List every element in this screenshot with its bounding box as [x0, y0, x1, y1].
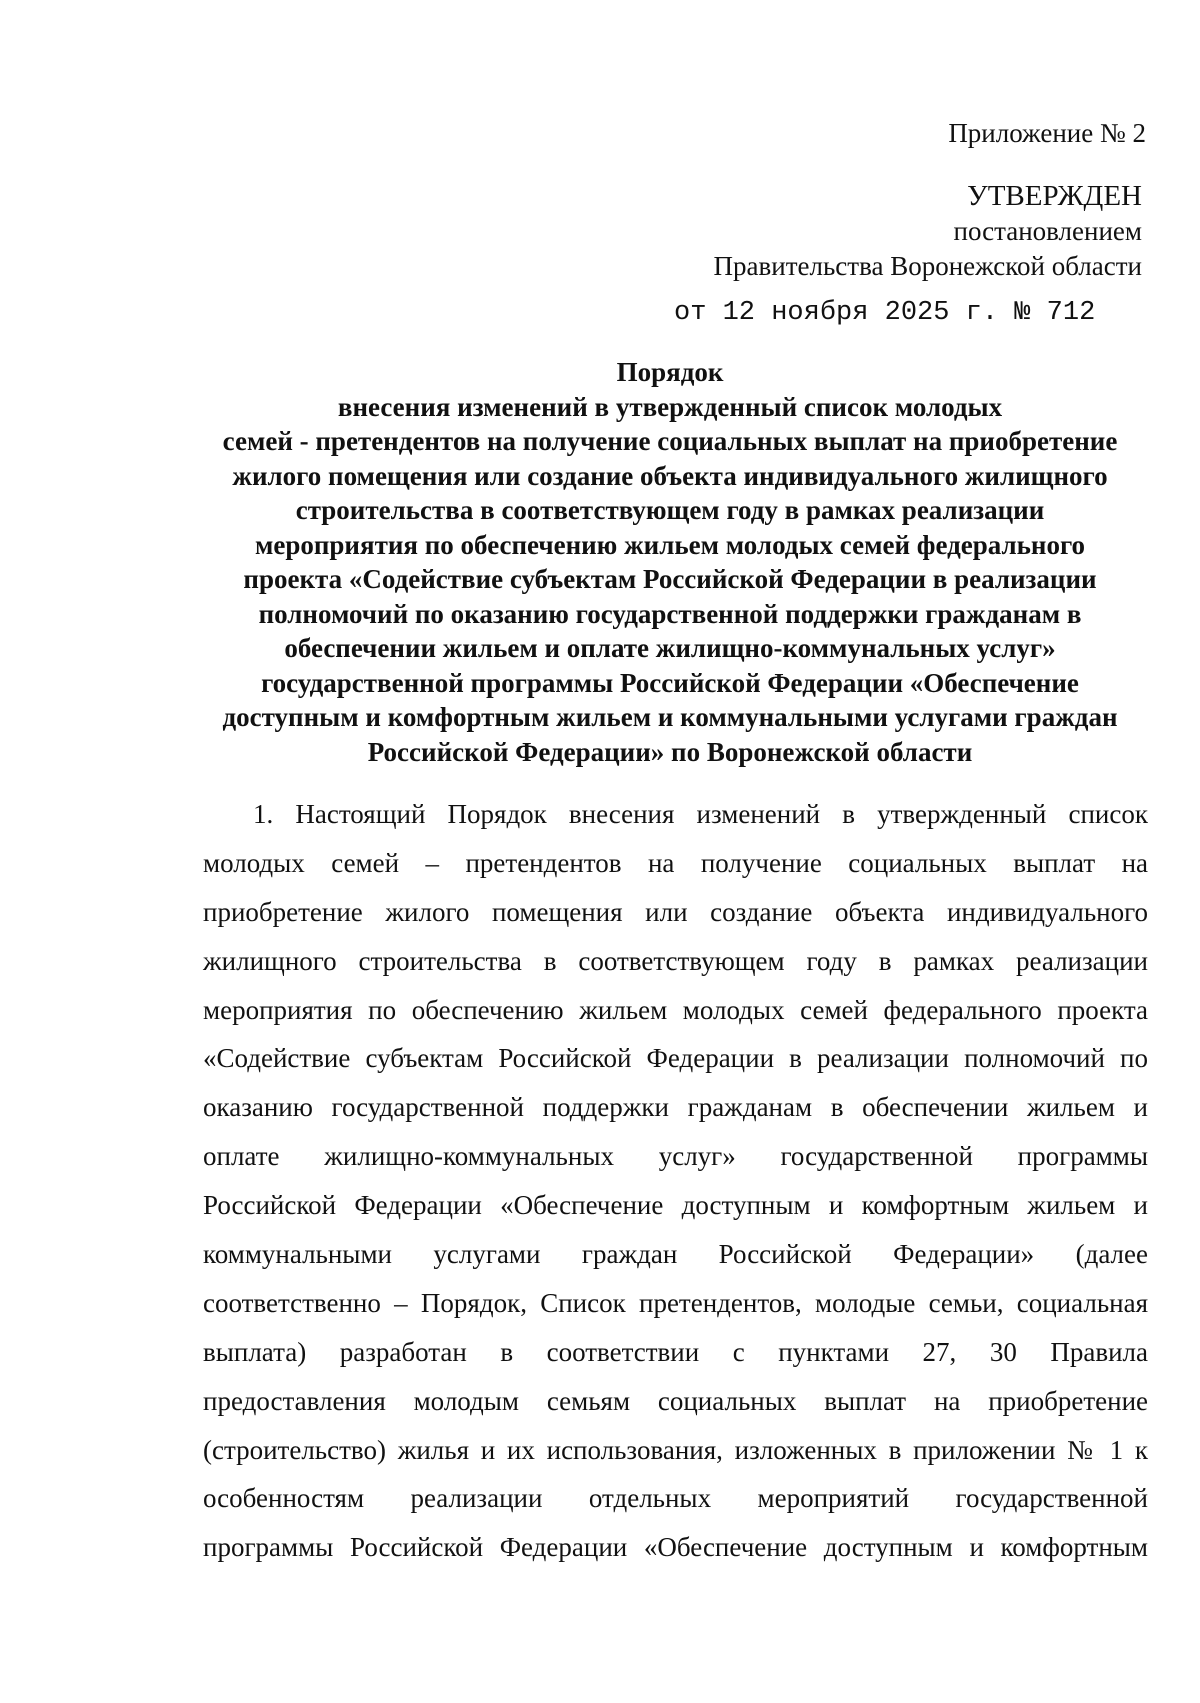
body-line-text: особенностям реализации отдельных мероприятий государственной [203, 1483, 1148, 1514]
body-line-text: молодых семей – претендентов на получение социальных выплат на [203, 847, 1148, 878]
title-line: государственной программы Российской Федерации «Обеспечение [261, 667, 1079, 698]
body-line [203, 1523, 1148, 1572]
body-line-text: соответственно – Порядок, Список претендентов, молодые семьи, социальная [203, 1287, 1148, 1318]
title-line: внесения изменений в утвержденный список молодых [337, 391, 1003, 422]
body-line-text: мероприятия по обеспечению жильем молодых семей федерального проекта [203, 994, 1148, 1025]
title-line: проекта «Содействие субъектам Российской Федерации в реализации [243, 564, 1097, 594]
body-line-text: коммунальными услугами граждан Российской Федерации» (далее [203, 1239, 1148, 1270]
body-line-text: оказанию государственной поддержки гражданам в обеспечении жильем и [203, 1092, 1148, 1123]
body-line [203, 1377, 1148, 1426]
title-line: семей - претендентов на получение социальных выплат на приобретение [222, 426, 1118, 456]
body-line [203, 1181, 1148, 1230]
annex-number: Приложение № 2 [948, 118, 1146, 148]
title-line: Российской Федерации» по Воронежской области [367, 736, 973, 767]
body-line-text: Российской Федерации «Обеспечение доступным и комфортным жильем и [203, 1190, 1148, 1221]
body-line [203, 839, 1148, 888]
approving-authority: Правительства Воронежской области [713, 251, 1142, 281]
body-line [203, 1279, 1148, 1328]
body-line [203, 1132, 1148, 1181]
title-line: доступным и комфортным жильем и коммунальными услугами граждан [222, 702, 1118, 732]
body-line [203, 937, 1148, 986]
approved-by: постановлением [953, 216, 1142, 246]
body-line [203, 986, 1148, 1035]
body-line [203, 1328, 1148, 1377]
body-line-text: приобретение жилого помещения или создание объекта индивидуального [203, 896, 1148, 927]
body-line [203, 1474, 1148, 1523]
decree-date-number: от 12 ноября 2025 г. № 712 [674, 298, 1096, 328]
document-title [180, 355, 1160, 769]
body-line-text: «Содействие субъектам Российской Федерации в реализации полномочий по [203, 1043, 1148, 1074]
body-line-text: оплате жилищно-коммунальных услуг» государственной программы [203, 1141, 1148, 1172]
title-line: обеспечении жильем и оплате жилищно-коммунальных услуг» [284, 633, 1056, 663]
title-line: жилого помещения или создание объекта индивидуального жилищного [232, 460, 1108, 491]
body-line [203, 888, 1148, 937]
body-line [203, 1426, 1148, 1475]
body-paragraph [203, 790, 1148, 1572]
body-line [203, 1230, 1148, 1279]
approved-label: УТВЕРЖДЕН [967, 180, 1142, 212]
title-line: полномочий по оказанию государственной поддержки гражданам в [258, 598, 1082, 629]
body-line-text: (строительство) жилья и их использования, изложенных в приложении № 1 к [203, 1434, 1148, 1465]
body-line-text: выплата) разработан в соответствии с пунктами 27, 30 Правила [203, 1336, 1148, 1367]
body-line-text: программы Российской Федерации «Обеспечение доступным и комфортным [203, 1532, 1148, 1563]
title-line: строительства в соответствующем году в рамках реализации [295, 495, 1045, 525]
body-line-text: 1. Настоящий Порядок внесения изменений в утвержденный список [253, 799, 1148, 829]
title-line: Порядок [616, 357, 724, 387]
body-line [203, 790, 1148, 839]
body-line-text: жилищного строительства в соответствующем году в рамках реализации [203, 945, 1148, 976]
body-line [203, 1034, 1148, 1083]
title-line: мероприятия по обеспечению жильем молодых семей федерального [254, 529, 1086, 560]
body-line-text: предоставления молодым семьям социальных выплат на приобретение [203, 1385, 1148, 1416]
body-line [203, 1083, 1148, 1132]
